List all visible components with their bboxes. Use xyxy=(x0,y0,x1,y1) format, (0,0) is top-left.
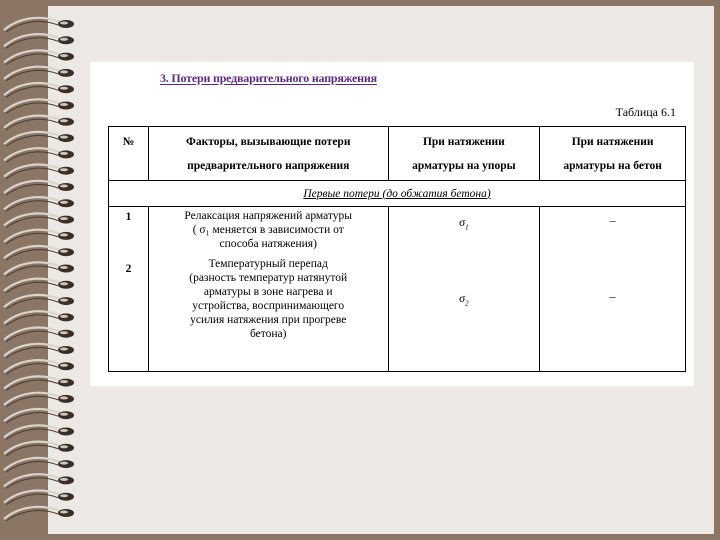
spiral-ring xyxy=(4,262,74,276)
spiral-ring xyxy=(4,18,74,32)
table-subheader-row xyxy=(109,181,686,207)
spiral-ring xyxy=(4,311,74,325)
header-supports-line1: При натяжении xyxy=(422,135,505,148)
header-factors-line2: предварительного напряжения xyxy=(187,159,350,172)
spiral-ring xyxy=(4,165,74,179)
subheader-label: Первые потери (до обжатия бетона) xyxy=(303,187,491,200)
factor-line: арматуры в зоне нагрева и xyxy=(203,286,333,298)
spiral-ring xyxy=(4,99,74,113)
spiral-ring xyxy=(4,344,74,358)
spiral-ring xyxy=(4,458,74,472)
row-2-symbol xyxy=(389,291,540,307)
num-column xyxy=(109,207,149,372)
spiral-ring xyxy=(4,442,74,456)
factor-line: усилия натяжения при прогреве xyxy=(190,314,347,326)
header-concrete-line2: арматуры на бетон xyxy=(563,159,662,172)
table-row xyxy=(109,207,686,372)
spiral-ring xyxy=(4,409,74,423)
header-num xyxy=(109,127,149,181)
spiral-ring xyxy=(4,376,74,390)
spiral-ring xyxy=(4,507,74,521)
spiral-binding xyxy=(0,0,90,540)
factor-line: Релаксация напряжений арматуры xyxy=(184,210,353,222)
spiral-ring xyxy=(4,197,74,211)
spiral-ring xyxy=(4,181,74,195)
row-1-symbol xyxy=(389,215,540,231)
factors-column xyxy=(148,207,388,372)
spiral-ring xyxy=(4,295,74,309)
spiral-ring xyxy=(4,393,74,407)
header-supports xyxy=(388,127,540,181)
table-caption: Таблица 6.1 xyxy=(615,105,676,119)
spiral-ring xyxy=(4,279,74,293)
factor-line: бетона) xyxy=(249,328,287,340)
spiral-ring xyxy=(4,83,74,97)
spiral-ring xyxy=(4,67,74,81)
supports-column xyxy=(388,207,540,372)
header-concrete-line1: При натяжении xyxy=(571,135,654,148)
spiral-ring xyxy=(4,360,74,374)
spiral-ring xyxy=(4,230,74,244)
row-2-factor xyxy=(149,251,388,341)
spiral-ring xyxy=(4,213,74,227)
spiral-ring xyxy=(4,246,74,260)
row-1-num: 1 xyxy=(125,211,132,223)
header-factors xyxy=(148,127,388,181)
row-2-concrete: – xyxy=(609,289,616,303)
document-sheet xyxy=(90,62,694,386)
row-2-symbol-base: σ xyxy=(459,291,466,305)
losses-table xyxy=(108,126,686,372)
header-factors-line1: Факторы, вызывающие потери xyxy=(185,135,351,148)
factor-line: ( σ₁ меняется в зависимости от xyxy=(192,224,344,236)
factor-line: устройства, воспринимающего xyxy=(192,300,345,312)
row-2-num: 2 xyxy=(125,263,132,275)
spiral-ring xyxy=(4,34,74,48)
spiral-ring xyxy=(4,425,74,439)
table-header-row xyxy=(109,127,686,181)
spiral-ring xyxy=(4,474,74,488)
row-1-factor xyxy=(149,207,388,251)
header-num-label: № xyxy=(122,135,135,148)
spiral-ring xyxy=(4,116,74,130)
header-supports-line2: арматуры на упоры xyxy=(412,159,516,172)
row-1-symbol-base: σ xyxy=(459,215,466,229)
factor-line: способа натяжения) xyxy=(219,238,317,250)
row-1-symbol-sub: 1 xyxy=(465,223,469,232)
section-title: 3. Потери предварительного напряжения xyxy=(160,71,377,85)
factor-line: (разность температур натянутой xyxy=(189,272,348,284)
subheader-cell xyxy=(109,181,686,207)
factor-line: Температурный перепад xyxy=(208,258,328,270)
spiral-ring xyxy=(4,491,74,505)
row-2-symbol-sub: 2 xyxy=(465,299,469,308)
spiral-ring xyxy=(4,148,74,162)
spiral-ring xyxy=(4,132,74,146)
spiral-ring xyxy=(4,328,74,342)
header-concrete xyxy=(540,127,686,181)
concrete-column xyxy=(540,207,686,372)
spiral-ring xyxy=(4,50,74,64)
row-1-concrete: – xyxy=(609,213,616,227)
